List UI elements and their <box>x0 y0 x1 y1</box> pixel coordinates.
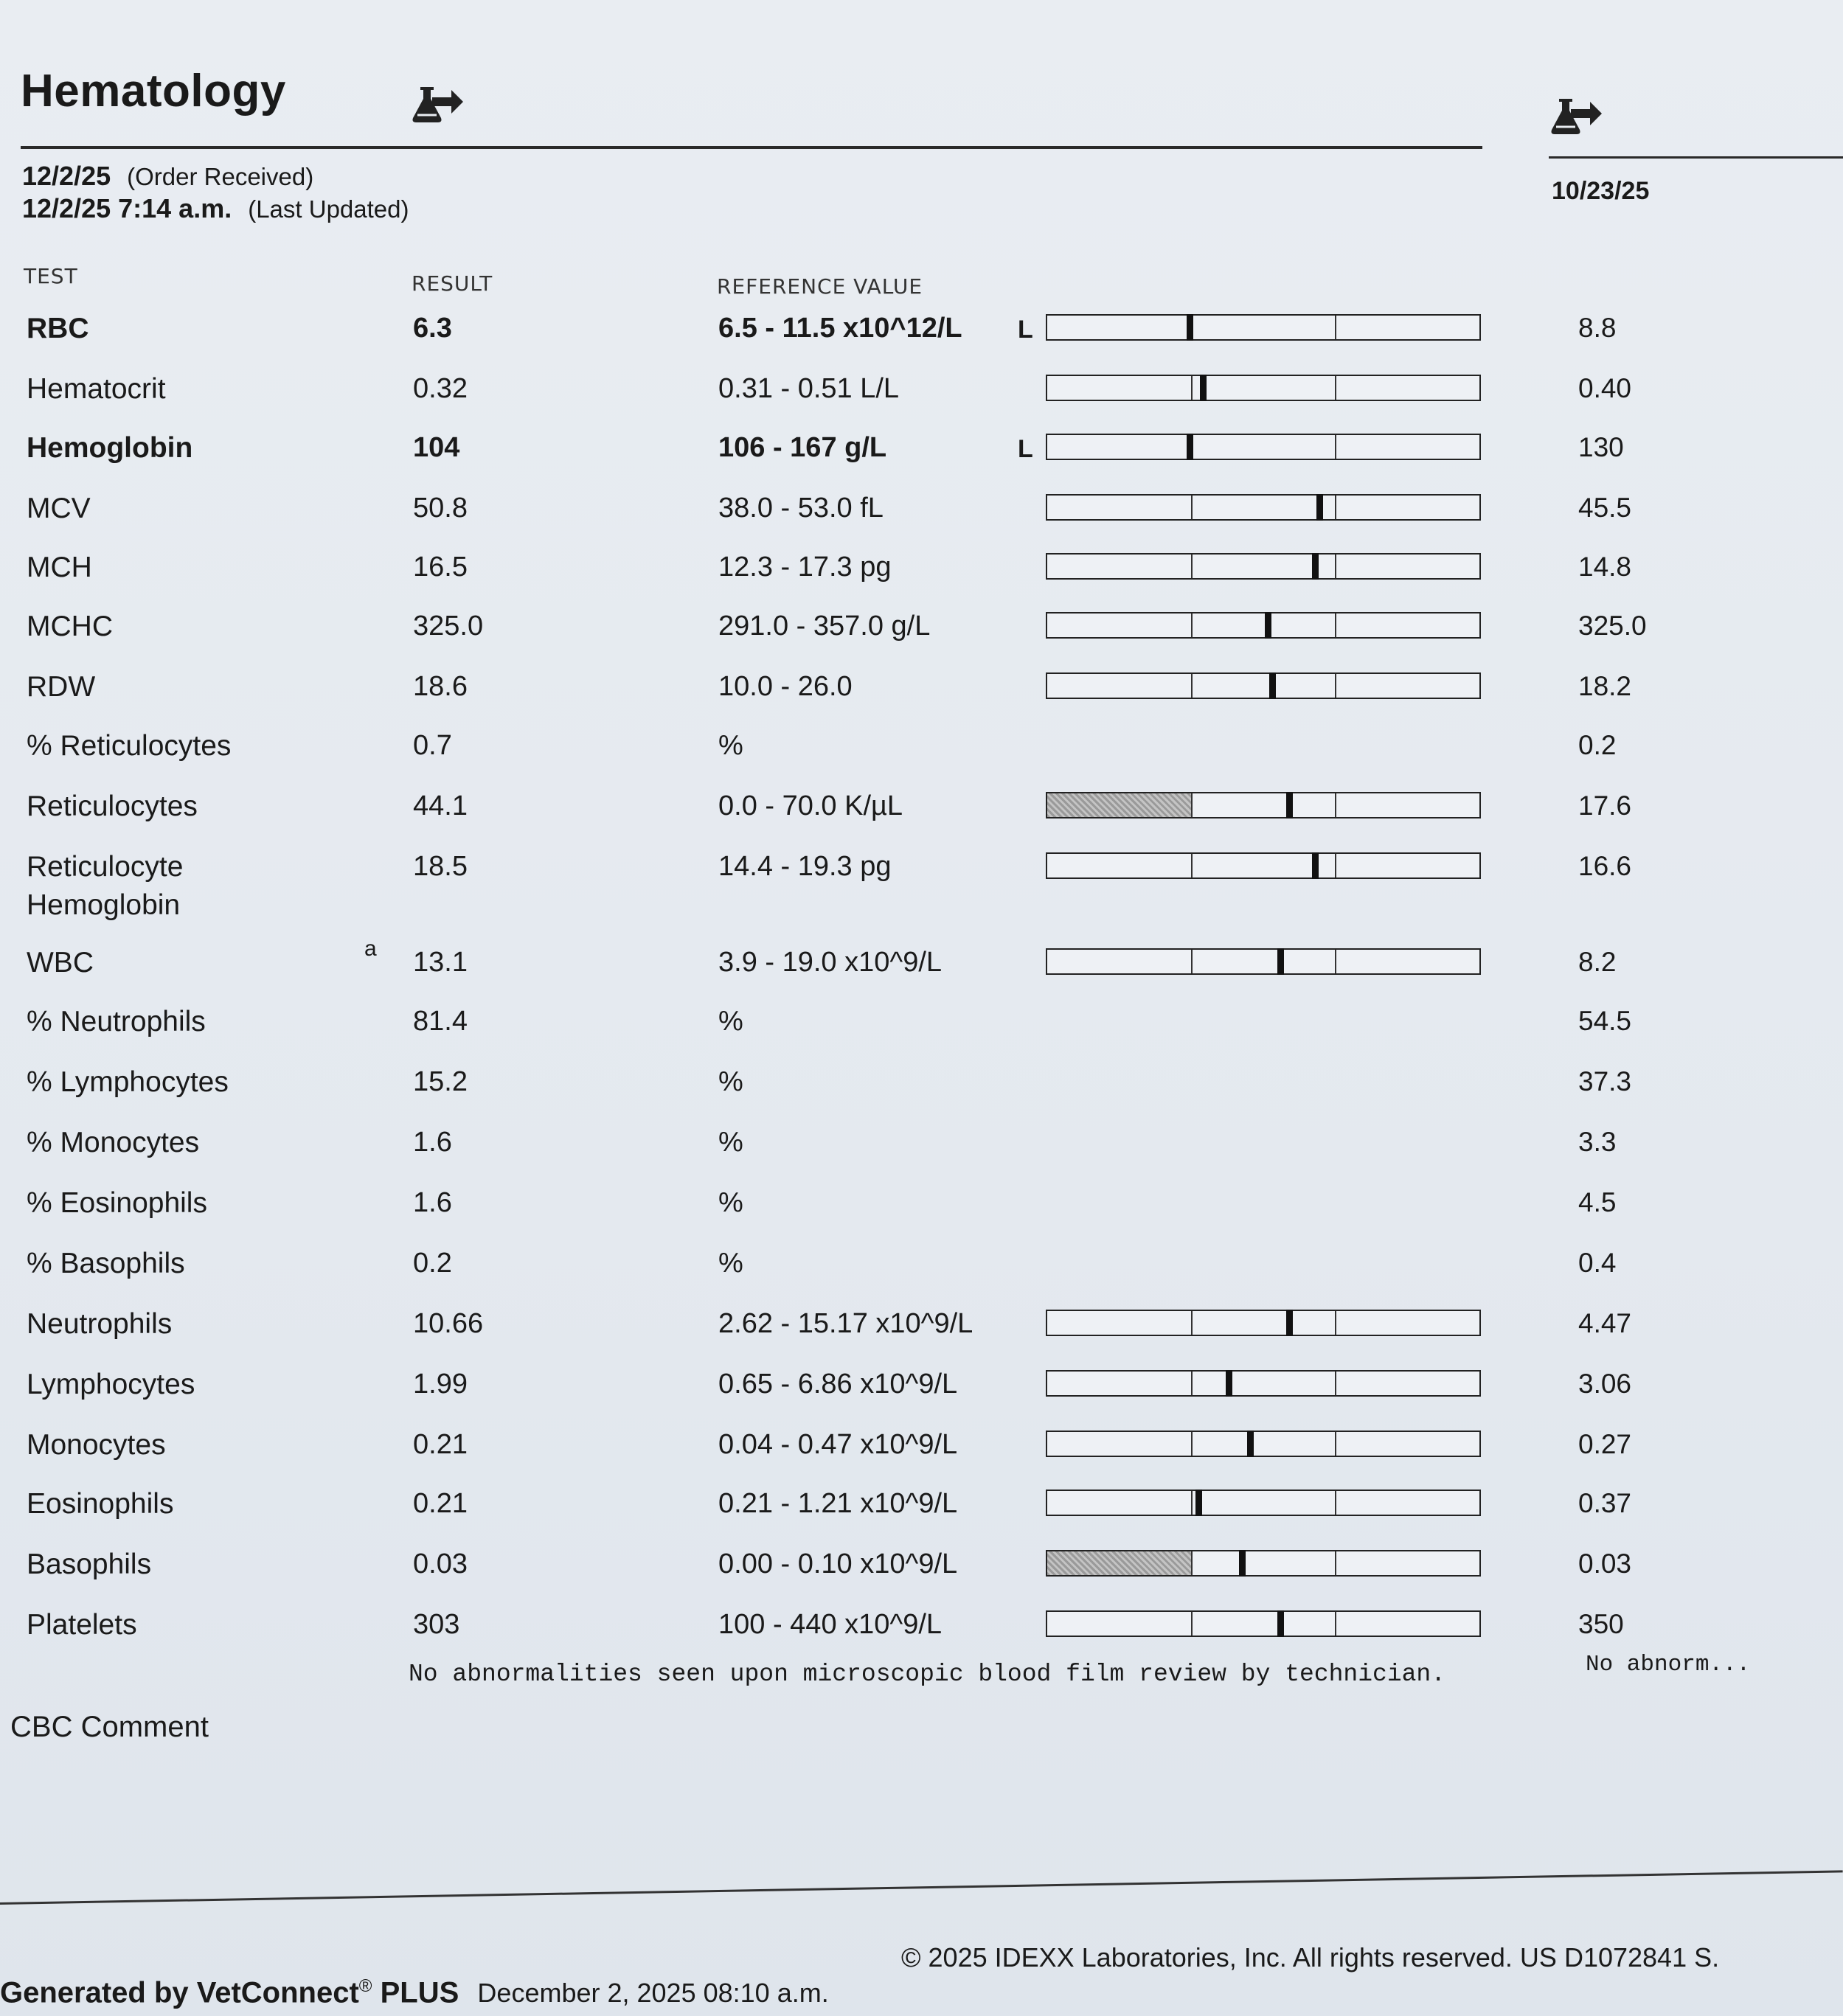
table-row <box>0 1305 1843 1364</box>
table-row <box>0 936 1843 1003</box>
reference-value: 2.62 - 15.17 x10^9/L <box>718 1308 973 1339</box>
table-row <box>0 1245 1843 1304</box>
range-bar-divider <box>1191 1551 1193 1575</box>
range-bar-divider <box>1191 614 1193 637</box>
reference-value: % <box>718 1248 743 1279</box>
table-row <box>0 1606 1843 1665</box>
test-name <box>27 1305 172 1344</box>
reference-value: 0.0 - 70.0 K/µL <box>718 790 903 821</box>
test-name <box>27 848 183 925</box>
previous-result-value: 8.8 <box>1578 313 1617 343</box>
range-bar-marker <box>1247 1431 1254 1457</box>
range-bar-marker <box>1239 1550 1246 1577</box>
table-row <box>0 1184 1843 1243</box>
test-name <box>27 1003 206 1041</box>
previous-result-value: 0.27 <box>1578 1429 1632 1459</box>
range-bar-divider <box>1335 950 1336 973</box>
range-bar-marker <box>1187 434 1193 460</box>
range-bar-marker <box>1200 375 1207 401</box>
previous-result-value: 37.3 <box>1578 1066 1632 1096</box>
range-bar-marker <box>1265 612 1271 639</box>
range-bar-divider <box>1191 674 1193 698</box>
generated-by: Generated by VetConnect <box>0 1976 359 2009</box>
order-received-line <box>22 161 313 192</box>
test-name <box>27 608 113 646</box>
footer-generated <box>0 1976 829 2009</box>
test-name-text: RDW <box>27 671 96 703</box>
range-bar <box>1046 1550 1481 1577</box>
range-bar-divider <box>1335 496 1336 519</box>
test-name <box>27 549 92 587</box>
result-value: 0.32 <box>413 373 468 404</box>
range-bar-marker <box>1312 852 1319 879</box>
result-value: 6.3 <box>413 313 452 344</box>
table-row <box>0 490 1843 549</box>
range-bar-divider <box>1191 950 1193 973</box>
reference-value: % <box>718 1187 743 1218</box>
table-row <box>0 1124 1843 1183</box>
table-row <box>0 1063 1843 1122</box>
test-name-text: RBC <box>27 313 89 344</box>
range-bar <box>1046 553 1481 580</box>
table-row <box>0 608 1843 667</box>
reference-value: % <box>718 1006 743 1037</box>
test-name <box>27 1546 151 1584</box>
test-name <box>27 1426 166 1464</box>
range-bar-marker <box>1286 1310 1293 1336</box>
result-value: 15.2 <box>413 1066 468 1097</box>
test-name-text: Neutrophils <box>27 1308 173 1340</box>
reference-value: 0.04 - 0.47 x10^9/L <box>718 1429 958 1460</box>
reference-value: 12.3 - 17.3 pg <box>718 552 892 583</box>
test-name-text: MCH <box>27 552 92 583</box>
result-value: 50.8 <box>413 493 468 524</box>
test-name <box>27 1124 199 1162</box>
test-name-text: MCV <box>27 493 91 524</box>
range-bar <box>1046 948 1481 975</box>
range-bar-low-shade <box>1047 793 1191 817</box>
range-bar-marker <box>1312 553 1319 580</box>
table-row <box>0 370 1843 429</box>
test-name <box>27 370 166 409</box>
range-bar-divider <box>1191 1491 1193 1515</box>
flask-arrow-icon <box>410 83 463 127</box>
test-name-text: % Basophils <box>27 1248 185 1279</box>
range-bar-divider <box>1335 1551 1336 1575</box>
result-value: 81.4 <box>413 1006 468 1037</box>
test-name <box>27 1606 137 1644</box>
result-value: 16.5 <box>413 552 468 583</box>
range-bar-divider <box>1335 1432 1336 1456</box>
range-bar <box>1046 672 1481 699</box>
result-value: 18.5 <box>413 851 468 882</box>
range-bar-marker <box>1286 792 1293 818</box>
result-value: 0.7 <box>413 730 452 761</box>
previous-result-date: 10/23/25 <box>1552 177 1650 205</box>
result-qualifier: a <box>364 936 377 961</box>
range-bar <box>1046 1490 1481 1516</box>
test-name-text: Basophils <box>27 1549 152 1580</box>
range-bar-divider <box>1191 1432 1193 1456</box>
generated-date: December 2, 2025 08:10 a.m. <box>477 1978 829 2009</box>
test-name <box>27 727 231 765</box>
range-bar-marker <box>1277 1610 1284 1637</box>
test-name-text: % Reticulocytes <box>27 730 232 762</box>
result-value: 1.6 <box>413 1127 452 1158</box>
range-bar-marker <box>1269 672 1276 699</box>
previous-cbc-comment: No abnorm... <box>1586 1652 1751 1678</box>
previous-result-value: 0.2 <box>1578 730 1617 760</box>
test-name-text: Reticulocyte <box>27 851 184 883</box>
reference-value: 0.00 - 0.10 x10^9/L <box>718 1549 958 1579</box>
test-name-text: WBC <box>27 947 94 979</box>
cbc-comment-label: CBC Comment <box>10 1711 209 1743</box>
range-bar <box>1046 375 1481 401</box>
test-name <box>27 1485 173 1523</box>
footer-divider <box>0 1870 1843 1905</box>
range-bar-divider <box>1191 854 1193 877</box>
range-bar-divider <box>1191 1612 1193 1636</box>
previous-result-value: 3.06 <box>1578 1369 1632 1399</box>
range-bar-divider <box>1191 1311 1193 1335</box>
updated-date: 12/2/25 7:14 a.m. <box>22 193 232 223</box>
table-row <box>0 310 1843 369</box>
range-bar <box>1046 792 1481 818</box>
result-value: 44.1 <box>413 790 468 821</box>
result-value: 0.2 <box>413 1248 452 1279</box>
result-value: 1.6 <box>413 1187 452 1218</box>
reference-value: % <box>718 1066 743 1097</box>
test-name <box>27 1184 207 1223</box>
test-name-text: Hematocrit <box>27 373 166 405</box>
table-row <box>0 727 1843 786</box>
test-name-text: % Neutrophils <box>27 1006 206 1037</box>
test-name-text: Lymphocytes <box>27 1369 195 1400</box>
range-bar <box>1046 612 1481 639</box>
result-value: 303 <box>413 1609 460 1640</box>
range-bar-divider <box>1335 1311 1336 1335</box>
range-bar <box>1046 494 1481 521</box>
reference-value: 38.0 - 53.0 fL <box>718 493 884 524</box>
test-name-text: Platelets <box>27 1609 137 1641</box>
result-value: 0.03 <box>413 1549 468 1579</box>
result-value: 18.6 <box>413 671 468 702</box>
range-bar-divider <box>1335 674 1336 698</box>
previous-result-value: 325.0 <box>1578 611 1647 641</box>
test-name-text: % Lymphocytes <box>27 1066 229 1098</box>
column-header-test: TEST <box>24 264 78 288</box>
test-name <box>27 1245 185 1283</box>
test-name <box>27 1063 229 1102</box>
range-bar-divider <box>1335 376 1336 400</box>
previous-header-divider <box>1549 156 1843 159</box>
table-row <box>0 668 1843 727</box>
order-date: 12/2/25 <box>22 161 111 191</box>
range-bar-divider <box>1335 555 1336 578</box>
range-bar-marker <box>1195 1490 1202 1516</box>
reference-value: 6.5 - 11.5 x10^12/L <box>718 313 962 344</box>
range-bar <box>1046 852 1481 879</box>
reference-value: 0.65 - 6.86 x10^9/L <box>718 1369 958 1400</box>
test-name-text-line2: Hemoglobin <box>27 889 181 921</box>
table-row <box>0 1003 1843 1062</box>
header-divider <box>21 146 1482 149</box>
range-bar <box>1046 1431 1481 1457</box>
range-bar <box>1046 434 1481 460</box>
previous-result-value: 0.37 <box>1578 1488 1632 1518</box>
table-row <box>0 1426 1843 1485</box>
range-bar-divider <box>1191 496 1193 519</box>
table-row <box>0 1546 1843 1605</box>
reference-value: % <box>718 730 743 761</box>
range-bar-divider <box>1191 555 1193 578</box>
range-bar-divider <box>1335 614 1336 637</box>
range-bar-divider <box>1191 1372 1193 1395</box>
order-note: (Order Received) <box>127 163 314 190</box>
result-value: 10.66 <box>413 1308 484 1339</box>
range-bar <box>1046 1610 1481 1637</box>
previous-result-value: 8.2 <box>1578 947 1617 977</box>
range-bar-divider <box>1335 316 1336 339</box>
result-value: 13.1 <box>413 947 468 978</box>
range-bar-divider <box>1335 1491 1336 1515</box>
range-bar-divider <box>1335 1372 1336 1395</box>
low-flag: L <box>1018 316 1033 344</box>
copyright: © 2025 IDEXX Laboratories, Inc. All rights reserved. US D1072841 S. <box>901 1942 1720 1972</box>
result-value: 325.0 <box>413 611 484 642</box>
previous-result-value: 16.6 <box>1578 851 1632 881</box>
registered-mark: ® <box>358 1976 372 1996</box>
previous-result-value: 4.5 <box>1578 1187 1617 1217</box>
table-row <box>0 788 1843 847</box>
test-name <box>27 490 91 528</box>
reference-value: 14.4 - 19.3 pg <box>718 851 892 882</box>
plus-label: PLUS <box>380 1976 459 2009</box>
test-name <box>27 310 89 348</box>
result-value: 0.21 <box>413 1488 468 1519</box>
table-row <box>0 549 1843 608</box>
range-bar-marker <box>1187 314 1193 341</box>
test-name-text: % Monocytes <box>27 1127 200 1158</box>
reference-value: 0.31 - 0.51 L/L <box>718 373 900 404</box>
reference-value: 10.0 - 26.0 <box>718 671 853 702</box>
previous-result-value: 54.5 <box>1578 1006 1632 1036</box>
previous-result-value: 45.5 <box>1578 493 1632 523</box>
range-bar-marker <box>1277 948 1284 975</box>
previous-result-value: 130 <box>1578 432 1624 462</box>
range-bar-divider <box>1335 435 1336 459</box>
range-bar-marker <box>1316 494 1323 521</box>
reference-value: 291.0 - 357.0 g/L <box>718 611 931 642</box>
updated-note: (Last Updated) <box>248 195 409 223</box>
previous-result-value: 17.6 <box>1578 790 1632 821</box>
test-name-text: Eosinophils <box>27 1488 174 1520</box>
table-row <box>0 1366 1843 1425</box>
range-bar-divider <box>1335 854 1336 877</box>
test-name-text: Monocytes <box>27 1429 166 1461</box>
test-name-text: Reticulocytes <box>27 790 198 822</box>
range-bar <box>1046 1310 1481 1336</box>
previous-result-value: 3.3 <box>1578 1127 1617 1157</box>
table-row <box>0 429 1843 488</box>
result-value: 104 <box>413 432 460 463</box>
previous-result-value: 350 <box>1578 1609 1624 1639</box>
test-name-text: Hemoglobin <box>27 432 193 464</box>
previous-result-value: 18.2 <box>1578 671 1632 701</box>
test-name <box>27 944 94 982</box>
test-name-text: MCHC <box>27 611 113 642</box>
range-bar-divider <box>1335 793 1336 817</box>
previous-flask-arrow-icon <box>1549 94 1602 139</box>
test-name <box>27 429 192 467</box>
range-bar-divider <box>1191 793 1193 817</box>
last-updated-line <box>22 193 409 224</box>
range-bar <box>1046 1370 1481 1397</box>
range-bar-divider <box>1335 1612 1336 1636</box>
reference-value: 0.21 - 1.21 x10^9/L <box>718 1488 958 1519</box>
previous-result-value: 0.03 <box>1578 1549 1632 1579</box>
cbc-comment-text: No abnormalities seen upon microscopic blood film review by technician. <box>409 1661 1446 1688</box>
range-bar-low-shade <box>1047 1551 1191 1575</box>
previous-result-value: 14.8 <box>1578 552 1632 582</box>
column-header-result: RESULT <box>412 271 493 296</box>
range-bar-divider <box>1191 376 1193 400</box>
previous-result-value: 4.47 <box>1578 1308 1632 1338</box>
range-bar-marker <box>1226 1370 1232 1397</box>
previous-result-value: 0.4 <box>1578 1248 1617 1278</box>
test-name <box>27 788 198 826</box>
test-name <box>27 1366 195 1404</box>
range-bar <box>1046 314 1481 341</box>
result-value: 0.21 <box>413 1429 468 1460</box>
previous-result-value: 0.40 <box>1578 373 1632 403</box>
table-row <box>0 1485 1843 1544</box>
table-row <box>0 848 1843 921</box>
result-value: 1.99 <box>413 1369 468 1400</box>
section-title: Hematology <box>21 66 286 117</box>
reference-value: 3.9 - 19.0 x10^9/L <box>718 947 943 978</box>
low-flag: L <box>1018 435 1033 463</box>
reference-value: % <box>718 1127 743 1158</box>
reference-value: 106 - 167 g/L <box>718 432 887 463</box>
test-name-text: % Eosinophils <box>27 1187 207 1219</box>
column-header-reference: REFERENCE VALUE <box>717 274 923 299</box>
test-name <box>27 668 95 706</box>
reference-value: 100 - 440 x10^9/L <box>718 1609 943 1640</box>
